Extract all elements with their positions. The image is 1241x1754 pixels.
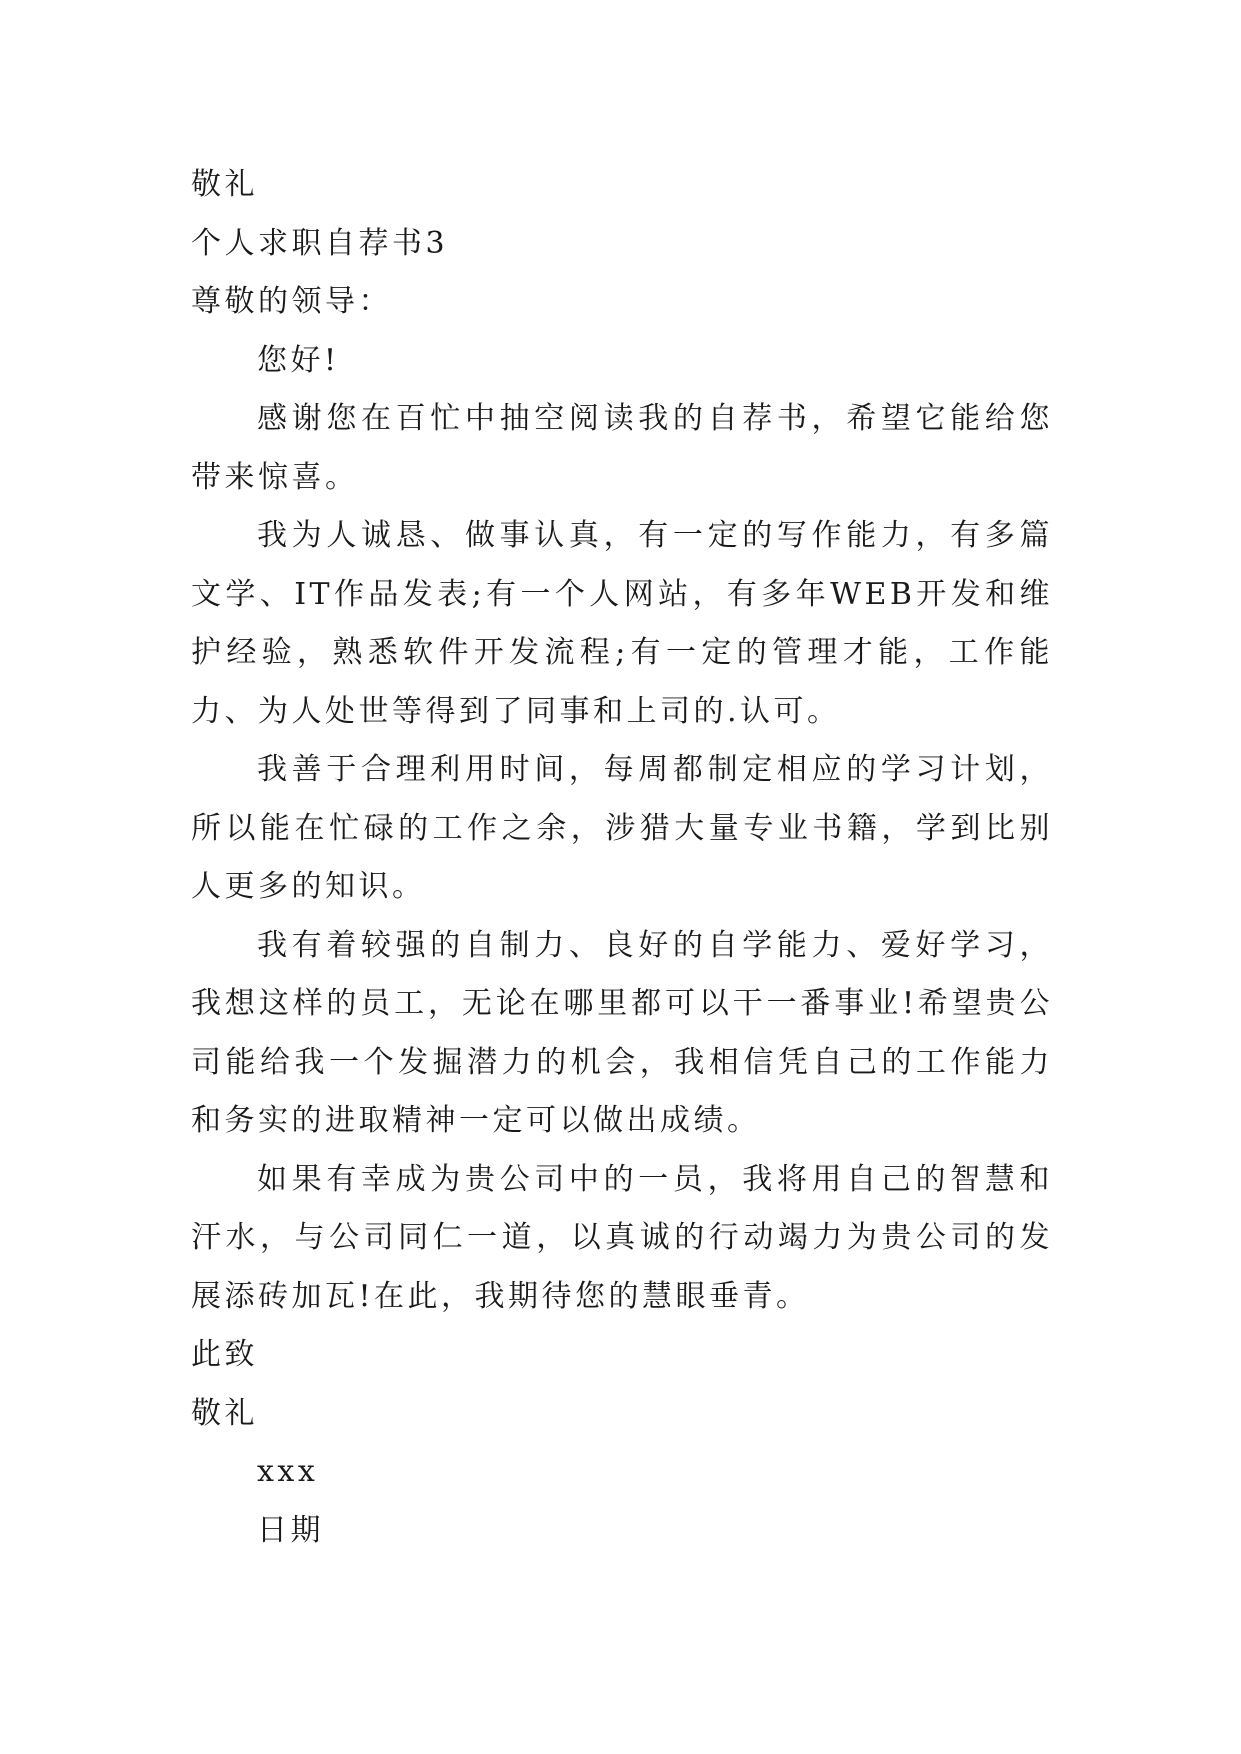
greeting: 您好! [257,342,340,378]
closing-salute-top: 敬礼 [191,167,258,202]
paragraph-3: 我善于合理利用时间，每周都制定相应的学习计划，所以能在忙碌的工作之余，涉猎大量专业书籍，学到比别人更多的知识。 [191,752,1053,904]
paragraph-4: 我有着较强的自制力、良好的自学能力、爱好学习，我想这样的员工，无论在哪里都可以干一番事业!希望贵公司能给我一个发掘潜力的机会，我相信凭自己的工作能力和务实的进取精神一定可以做出成绩。 [191,927,1053,1138]
salutation: 尊敬的领导： [191,284,392,319]
paragraph-1: 感谢您在百忙中抽空阅读我的自荐书，希望它能给您带来惊喜。 [191,401,1053,495]
signature: xxx [257,1454,319,1489]
date-line: 日期 [257,1512,324,1548]
letter-body [191,156,1053,1560]
paragraph-2: 我为人诚恳、做事认真，有一定的写作能力，有多篇文学、IT作品发表;有一个人网站，有多年WEB开发和维护经验，熟悉软件开发流程;有一定的管理才能，工作能力、为人处世等得到了同事和上司的.认可。 [191,518,1053,729]
closing-jingli: 敬礼 [191,1395,258,1431]
closing-cizhi: 此致 [191,1337,258,1372]
letter-title: 个人求职自荐书3 [191,225,449,261]
paragraph-5: 如果有幸成为贵公司中的一员，我将用自己的智慧和汗水，与公司同仁一道，以真诚的行动竭力为贵公司的发展添砖加瓦!在此，我期待您的慧眼垂青。 [191,1161,1053,1314]
